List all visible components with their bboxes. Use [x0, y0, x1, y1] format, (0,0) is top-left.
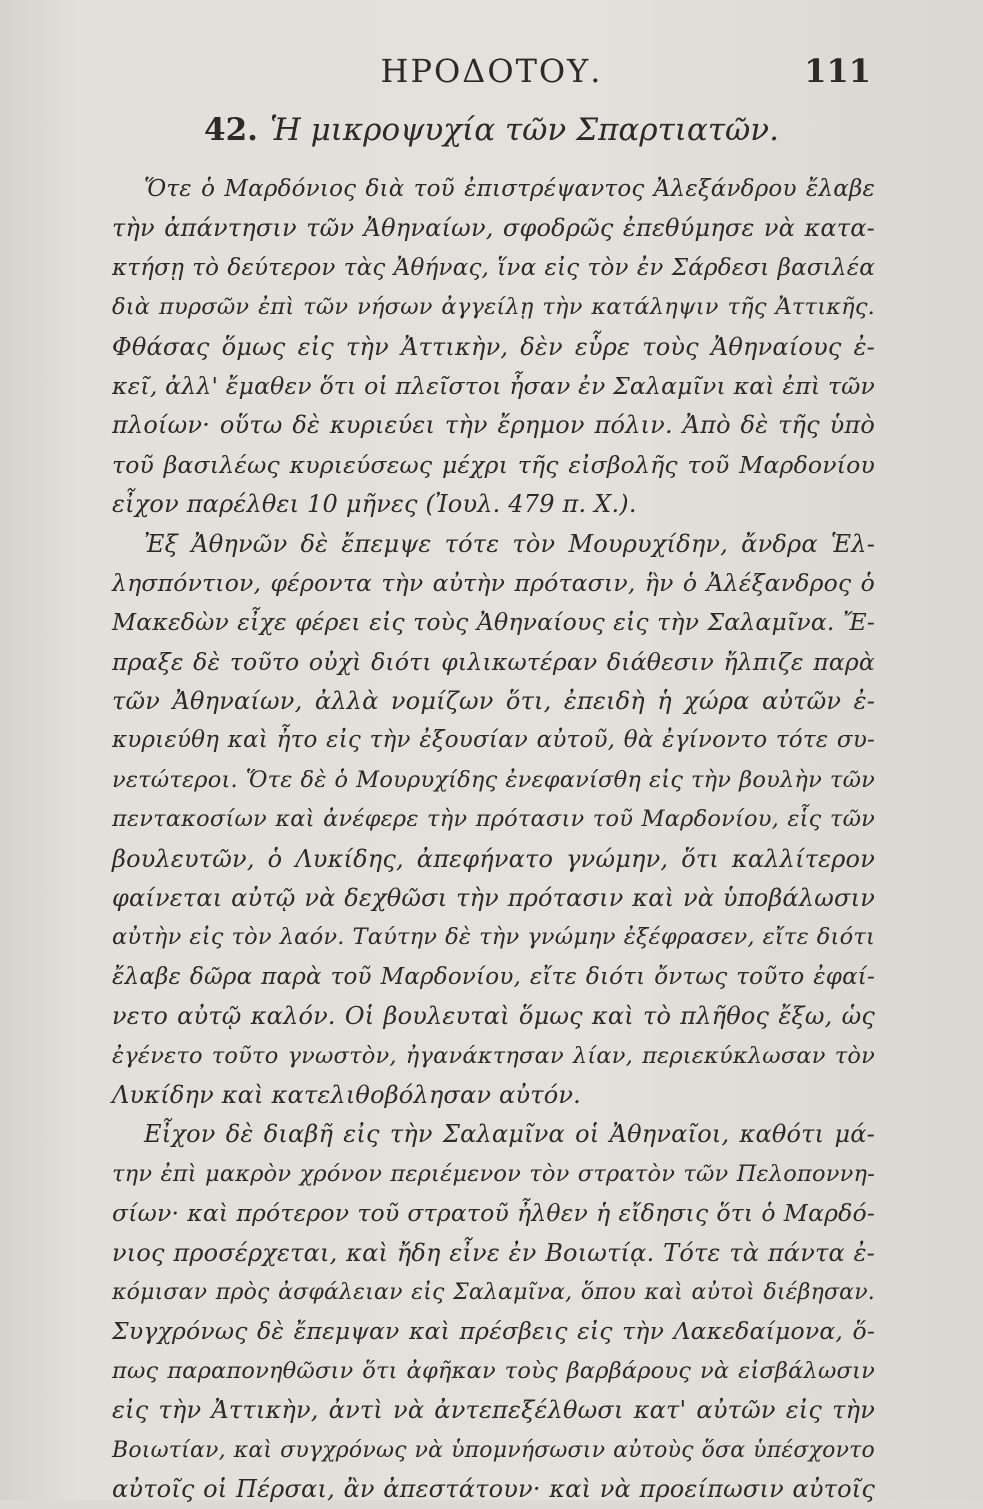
text-line: την ἐπὶ μακρὸν χρόνον περιέμενον τὸν στρατὸν τῶν Πελοποννη- — [112, 1160, 875, 1187]
page-number: 111 — [804, 52, 871, 90]
text-line: αὐτοῖς οἱ Πέρσαι, ἂν ἀπεστάτουν· καὶ νὰ προείπωσιν αὐτοῖς — [112, 1474, 875, 1503]
text-line: κεῖ, ἀλλ' ἔμαθεν ὅτι οἱ πλεῖστοι ἦσαν ἐν Σαλαμῖνι καὶ ἐπὶ τῶν — [112, 371, 875, 400]
text-line: Φθάσας ὅμως εἰς τὴν Ἀττικὴν, δὲν εὗρε τοὺς Ἀθηναίους ἐ- — [112, 332, 875, 361]
text-line: σίων· καὶ πρότερον τοῦ στρατοῦ ἦλθεν ἡ εἴδησις ὅτι ὁ Μαρδό- — [112, 1199, 875, 1228]
text-line: φαίνεται αὐτῷ νὰ δεχθῶσι τὴν πρότασιν καὶ νὰ ὑποβάλωσιν — [112, 884, 875, 913]
text-line: κτήσῃ τὸ δεύτερον τὰς Ἀθήνας, ἵνα εἰς τὸν ἐν Σάρδεσι βασιλέα — [112, 254, 875, 281]
text-line: εἶχον παρέλθει 10 μῆνες (Ἰουλ. 479 π. Χ.). — [112, 490, 637, 519]
text-line: κόμισαν πρὸς ἀσφάλειαν εἰς Σαλαμῖνα, ὅπου καὶ αὐτοὶ διέβησαν. — [112, 1279, 875, 1305]
text-line: βουλευτῶν, ὁ Λυκίδης, ἀπεφήνατο γνώμην, ὅτι καλλίτερον — [112, 844, 875, 873]
text-line: Ὅτε ὁ Μαρδόνιος διὰ τοῦ ἐπιστρέψαντος Ἀλεξάνδρου ἔλαβε — [144, 176, 875, 202]
text-line: ἐγένετο τοῦτο γνωστὸν, ἠγανάκτησαν λίαν, περιεκύκλωσαν τὸν — [112, 1042, 875, 1069]
text-line: τὴν ἀπάντησιν τῶν Ἀθηναίων, σφοδρῶς ἐπεθύμησε νὰ κατα- — [112, 214, 875, 243]
running-head — [0, 52, 983, 100]
text-line: πλοίων· οὕτω δὲ κυριεύει τὴν ἔρημον πόλιν. Ἀπὸ δὲ τῆς ὑπὸ — [112, 411, 875, 440]
chapter-heading: Ἡ μικροψυχία τῶν Σπαρτιατῶν. — [269, 112, 779, 148]
text-line: τοῦ βασιλέως κυριεύσεως μέχρι τῆς εἰσβολῆς τοῦ Μαρδονίου — [112, 450, 875, 479]
text-line: Ἐξ Ἀθηνῶν δὲ ἔπεμψε τότε τὸν Μουρυχίδην, ἄνδρα Ἑλ- — [144, 529, 875, 558]
text-line: τῶν Ἀθηναίων, ἀλλὰ νομίζων ὅτι, ἐπειδὴ ἡ χώρα αὐτῶν ἐ- — [112, 687, 875, 716]
text-line: Βοιωτίαν, καὶ συγχρόνως νὰ ὑπομνήσωσιν αὐτοὺς ὅσα ὑπέσχοντο — [112, 1437, 875, 1463]
body-text — [112, 170, 875, 1509]
text-line: διὰ πυρσῶν ἐπὶ τῶν νήσων ἀγγείλῃ τὴν κατάληψιν τῆς Ἀττικῆς. — [112, 294, 875, 321]
text-line: Εἶχον δὲ διαβῆ εἰς τὴν Σαλαμῖνα οἱ Ἀθηναῖοι, καθότι μά- — [144, 1120, 875, 1149]
chapter-number: 42. — [204, 112, 258, 148]
text-line: νετο αὐτῷ καλόν. Οἱ βουλευταὶ ὅμως καὶ τὸ πλῆθος ἔξω, ὡς — [112, 1002, 875, 1031]
text-line: Λυκίδην καὶ κατελιθοβόλησαν αὐτόν. — [112, 1080, 581, 1109]
text-line: ἔλαβε δῶρα παρὰ τοῦ Μαρδονίου, εἴτε διότι ὄντως τοῦτο ἐφαί- — [112, 963, 875, 990]
running-title: ΗΡΟΔΟΤΟΥ. — [380, 52, 603, 90]
text-line: πως παραπονηθῶσιν ὅτι ἀφῆκαν τοὺς βαρβάρους νὰ εἰσβάλωσιν — [112, 1357, 875, 1384]
text-line: λησπόντιον, φέροντα τὴν αὐτὴν πρότασιν, ἣν ὁ Ἀλέξανδρος ὁ — [112, 568, 875, 597]
text-line: αὐτὴν εἰς τὸν λαόν. Ταύτην δὲ τὴν γνώμην ἐξέφρασεν, εἴτε διότι — [112, 924, 875, 951]
text-line: κυριεύθη καὶ ἦτο εἰς τὴν ἐξουσίαν αὐτοῦ, θὰ ἐγίνοντο τότε συ- — [112, 727, 875, 754]
text-line: νετώτεροι. Ὅτε δὲ ὁ Μουρυχίδης ἐνεφανίσθη εἰς τὴν βουλὴν τῶν — [112, 766, 875, 793]
text-line: πεντακοσίων καὶ ἀνέφερε τὴν πρότασιν τοῦ Μαρδονίου, εἷς τῶν — [112, 806, 875, 833]
text-line: πραξε δὲ τοῦτο οὐχὶ διότι φιλικωτέραν διάθεσιν ἤλπιζε παρὰ — [112, 647, 875, 676]
chapter-title — [0, 112, 983, 148]
text-line: νιος προσέρχεται, καὶ ἤδη εἶνε ἐν Βοιωτίᾳ. Τότε τὰ πάντα ἐ- — [112, 1238, 875, 1267]
text-line: εἰς τὴν Ἀττικὴν, ἀντὶ νὰ ἀντεπεξέλθωσι κατ' αὐτῶν εἰς τὴν — [112, 1396, 875, 1425]
text-line: Συγχρόνως δὲ ἔπεμψαν καὶ πρέσβεις εἰς τὴν Λακεδαίμονα, ὅ- — [112, 1317, 875, 1346]
text-line: Μακεδὼν εἶχε φέρει εἰς τοὺς Ἀθηναίους εἰς τὴν Σαλαμῖνα. Ἔ- — [112, 608, 875, 637]
